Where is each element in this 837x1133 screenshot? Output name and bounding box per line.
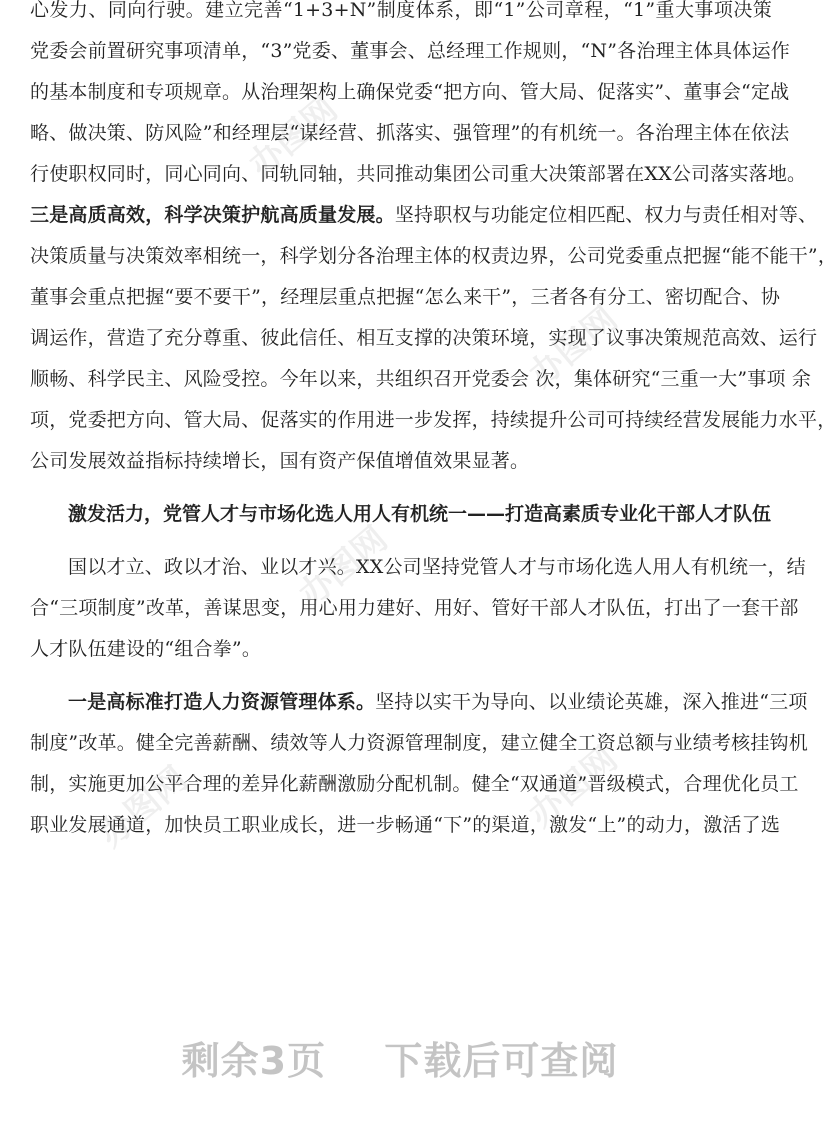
lead-rest-text: 坚持以实干为导向、以业绩论英雄，深入推进“三项 bbox=[375, 691, 808, 713]
document-body bbox=[30, 0, 837, 846]
text-line: 公司发展效益指标持续增长，国有资产保值增值效果显著。 bbox=[30, 450, 530, 472]
text-line: 制，实施更加公平合理的差异化薪酬激励分配机制。健全“双通道”晋级模式，合理优化员工 bbox=[30, 773, 799, 795]
download-to-read-text: 下载后可查阅 bbox=[384, 1039, 619, 1083]
spacer bbox=[30, 482, 772, 494]
text-line: 国以才立、政以才治、业以才兴。XX公司坚持党管人才与市场化选人用人有机统一，结 bbox=[68, 556, 806, 578]
watermark: 办图网 bbox=[521, 299, 626, 396]
spacer bbox=[30, 535, 772, 547]
text-line: 制度”改革。健全完善薪酬、绩效等人力资源管理制度，建立健全工资总额与业绩考核挂钩机 bbox=[30, 732, 808, 754]
text-line: 的基本制度和专项规章。从治理架构上确保党委“把方向、管大局、促落实”、董事会“定战 bbox=[30, 81, 790, 103]
watermark: 办图网 bbox=[241, 89, 346, 186]
text-line: 心发力、同向行驶。建立完善“1+3+N”制度体系，即“1”公司章程，“1”重大事项决策 bbox=[30, 0, 772, 21]
text-line: 决策质量与决策效率相统一，科学划分各治理主体的权责边界，公司党委重点把握“能不能干”， bbox=[30, 245, 837, 267]
watermark: 办图网 bbox=[291, 519, 396, 616]
lead-rest-text: 坚持职权与功能定位相匹配、权力与责任相对等、 bbox=[394, 204, 818, 226]
remaining-pages-text: 剩余3页 bbox=[181, 1039, 327, 1083]
text-line: 合“三项制度”改革，善谋思变，用心用力建好、用好、管好干部人才队伍，打出了一套干部 bbox=[30, 597, 799, 619]
download-prompt[interactable] bbox=[0, 1030, 800, 1085]
paragraph-lead-line bbox=[30, 682, 808, 723]
text-line: 项，党委把方向、管大局、促落实的作用进一步发挥，持续提升公司可持续经营发展能力水平， bbox=[30, 409, 837, 431]
text-line: 调运作，营造了充分尊重、彼此信任、相互支撑的决策环境，实现了议事决策规范高效、运行 bbox=[30, 327, 818, 349]
bold-lead-text: 一是高标准打造人力资源管理体系。 bbox=[68, 691, 376, 713]
text-line: 董事会重点把握“要不要干”，经理层重点把握“怎么来干”，三者各有分工、密切配合、协 bbox=[30, 286, 781, 308]
watermark: 办图网 bbox=[521, 739, 626, 836]
text-line: 人才队伍建设的“组合拳”。 bbox=[30, 638, 262, 660]
text-line: 党委会前置研究事项清单，“3”党委、董事会、总经理工作规则，“N”各治理主体具体运作 bbox=[30, 40, 790, 62]
text-line: 顺畅、科学民主、风险受控。今年以来，共组织召开党委会 次，集体研究“三重一大”事项 余 bbox=[30, 368, 812, 390]
text-line: 职业发展通道，加快员工职业成长，进一步畅通“下”的渠道，激发“上”的动力，激活了选 bbox=[30, 814, 781, 836]
watermark: 办图网 bbox=[91, 759, 196, 856]
text-line: 行使职权同时，同心同向、同轨同轴，共同推动集团公司重大决策部署在XX公司落实落地。 bbox=[30, 163, 807, 185]
spacer bbox=[30, 670, 772, 682]
bold-lead-text: 三是高质高效，科学决策护航高质量发展。 bbox=[30, 204, 395, 226]
section-heading: 激发活力，党管人才与市场化选人用人有机统一——打造高素质专业化干部人才队伍 bbox=[68, 503, 772, 525]
paragraph-lead-line bbox=[30, 195, 818, 236]
text-line: 略、做决策、防风险”和经理层“谋经营、抓落实、强管理”的有机统一。各治理主体在依法 bbox=[30, 122, 790, 144]
